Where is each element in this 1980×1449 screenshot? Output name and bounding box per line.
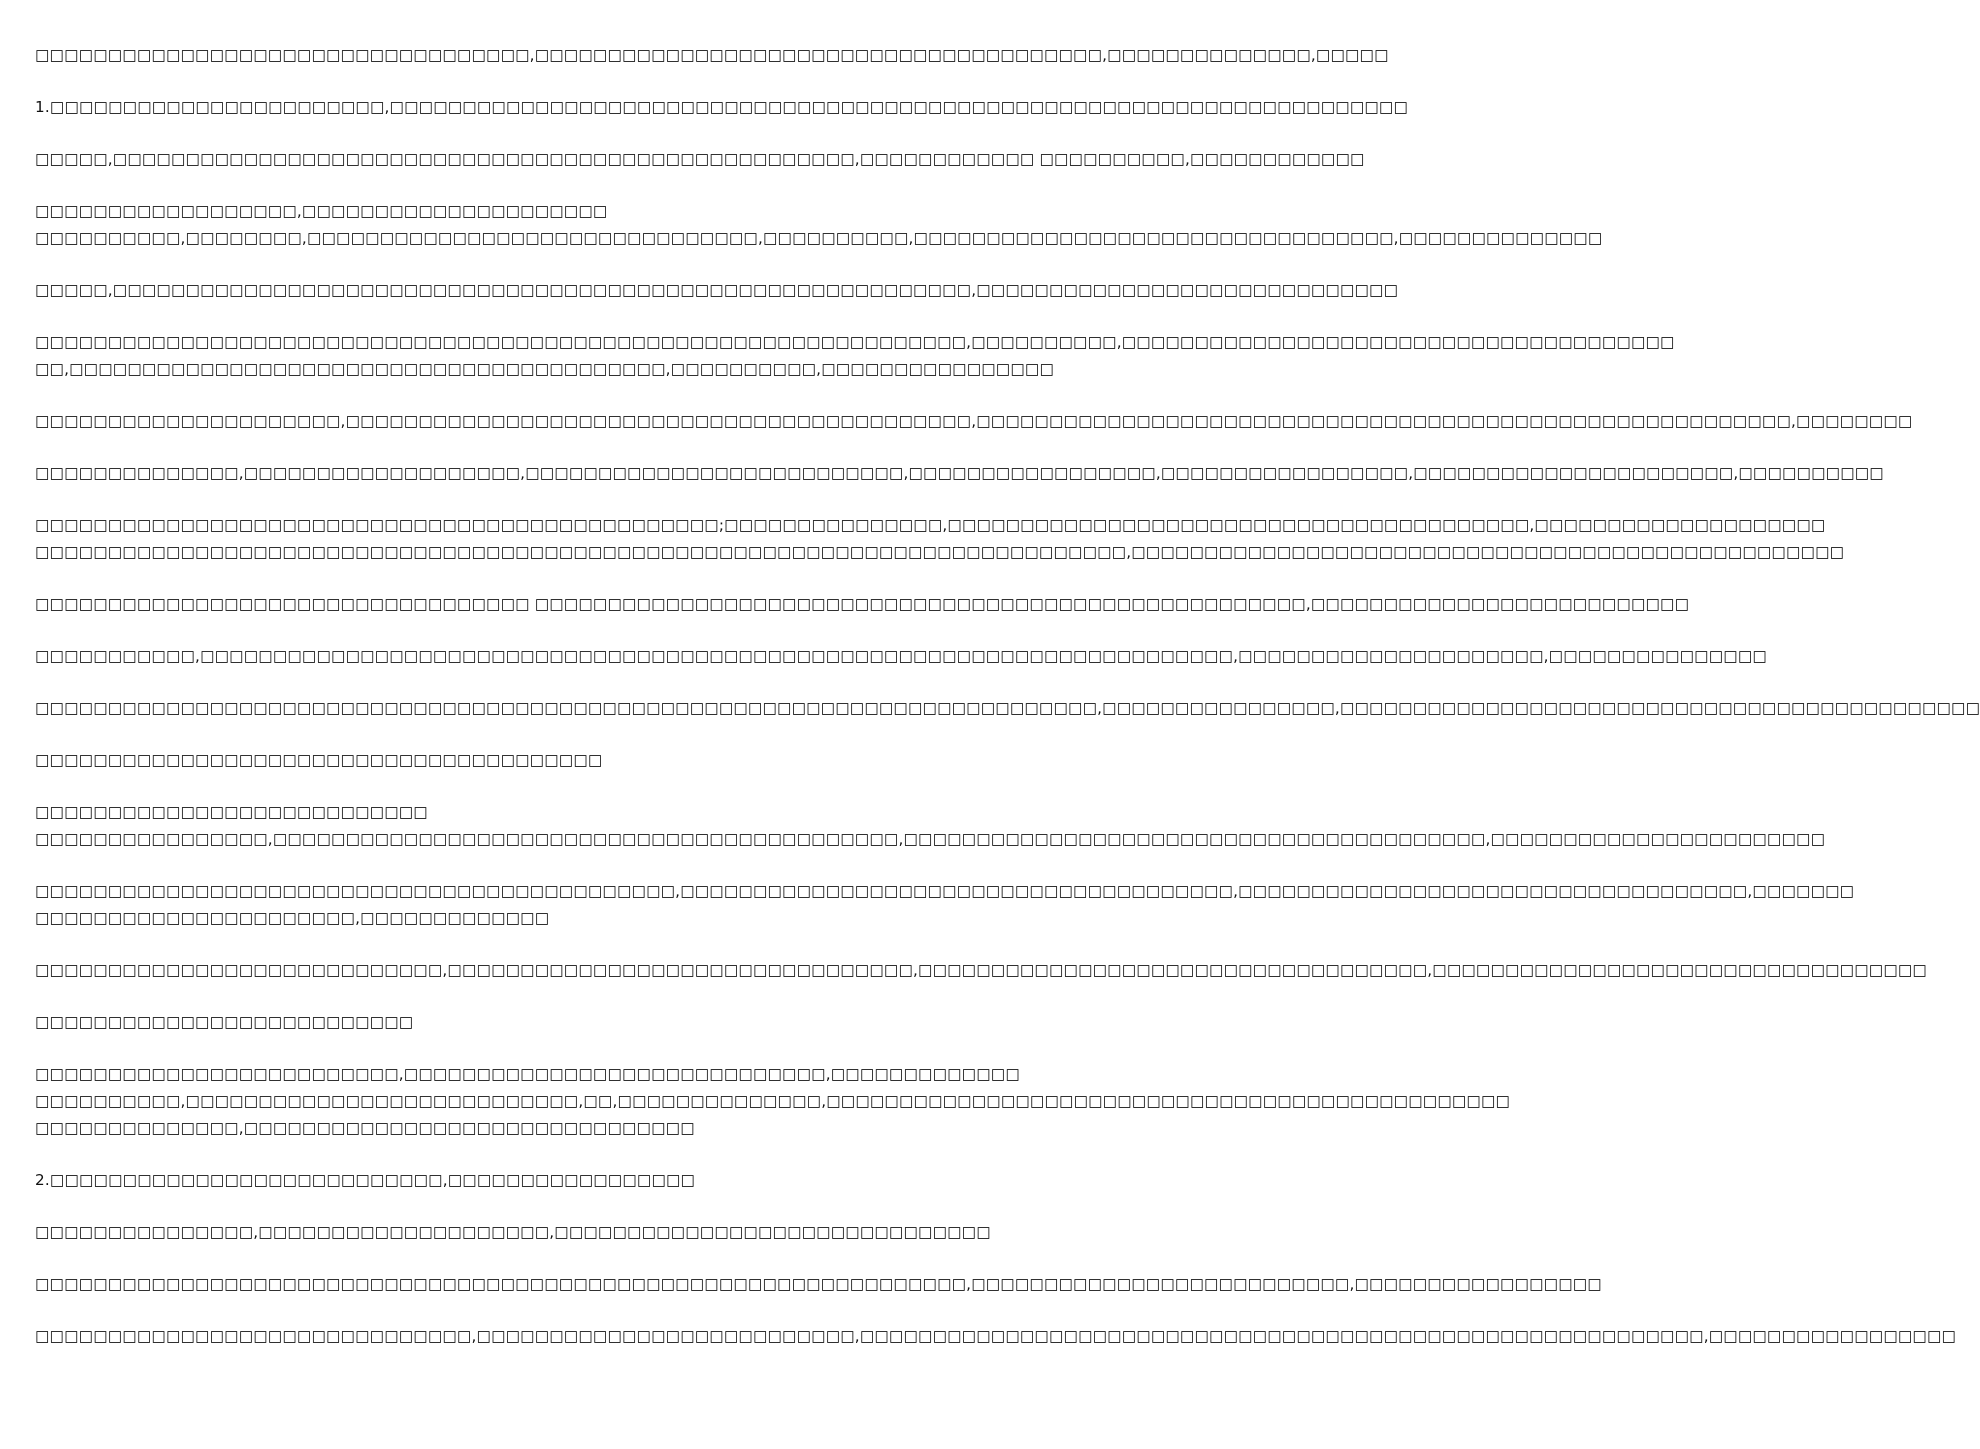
paragraph-line: □□□□□□□□□□□,□□□□□□□□□□□□□□□□□□□□□□□□□□□□□□□□□□□□□□□□□□□□□□□□□□□□□□□□□□□□□□□□□□□□□□□,□□□□□□□□□□□□□□□□□□□□□,□□□□□□□□□□□□□□□ bbox=[35, 647, 1767, 665]
paragraph bbox=[35, 460, 1884, 487]
paragraph-line: □□□□□□□□□□□□□□□□□□□□□□□□□□□□□□,□□□□□□□□□□□□□□□□□□□□□□□□□□,□□□□□□□□□□□□□□□□□□□□□□□□□□□□□□□□□□□□□□□□□□□□□□□□□□□□□□□□□□,□□□□□□□□□□□□□□□□□ bbox=[35, 1327, 1957, 1345]
paragraph-line: □□,□□□□□□□□□□□□□□□□□□□□□□□□□□□□□□□□□□□□□□□□□,□□□□□□□□□□,□□□□□□□□□□□□□□□□ bbox=[35, 360, 1054, 378]
paragraph-line: □□□□□,□□□□□□□□□□□□□□□□□□□□□□□□□□□□□□□□□□□□□□□□□□□□□□□□□□□,□□□□□□□□□□□□ □□□□□□□□□□,□□□□□□□□□□□□ bbox=[35, 150, 1365, 168]
paragraph-line: □□□□□□□□□□,□□□□□□□□,□□□□□□□□□□□□□□□□□□□□□□□□□□□□□□□,□□□□□□□□□□,□□□□□□□□□□□□□□□□□□□□□□□□□□□□□□□□□,□□□□□□□□□□□□□□ bbox=[35, 229, 1603, 247]
paragraph bbox=[35, 1167, 990, 1194]
paragraph-line: □□□□□□□□□□□□□□□□,□□□□□□□□□□□□□□□□□□□□□□□□□□□□□□□□□□□□□□□□□□□,□□□□□□□□□□□□□□□□□□□□□□□□□□□□□□□□□□□□□□□□,□□□□□□□□□□□□□□□□□□□□□□□ bbox=[35, 830, 1826, 848]
paragraph-line: □□□□□□□□□□□□□□□□□□□□□□□□□□□□□□□□□□□□□□□□□□□□□□□□□□□□□□□□□□□□□□□□,□□□□□□□□□□□□□□□□□□□□□□□□□□,□□□□□□□□□□□□□□□□□ bbox=[35, 1275, 1602, 1293]
paragraph bbox=[35, 1271, 1602, 1298]
paragraph bbox=[35, 878, 1855, 932]
paragraph-line: □□□□□□□□□□□□□□□□□□□□□□□□□□□□□□□□□□□□□□□ bbox=[35, 751, 603, 769]
paragraph bbox=[35, 277, 1399, 304]
paragraph-line: □□□□□□□□□□□□□□□□□□□□□,□□□□□□□□□□□□□□□□□□□□□□□□□□□□□□□□□□□□□□□□□□□,□□□□□□□□□□□□□□□□□□□□□□□□□□□□□□□□□□□□□□□□□□□□□□□□□□□□□□□□,□□□□□□□□ bbox=[35, 412, 1913, 430]
paragraph bbox=[35, 94, 1409, 121]
paragraph bbox=[35, 747, 990, 774]
paragraph-line: □□□□□□□□□□□□□□□□□□□□□□□□□□□ bbox=[35, 803, 428, 821]
paragraph-line: □□□□□□□□□□□□□□□□□□□□□□□□□□□□□□□□□□□□□□□□□□□□,□□□□□□□□□□□□□□□□□□□□□□□□□□□□□□□□□□□□□□,□□□□□□□□□□□□□□□□□□□□□□□□□□□□□□□□□□□,□□□□□□□ bbox=[35, 882, 1855, 900]
paragraph bbox=[35, 1323, 1957, 1350]
paragraph-line: □□□□□□□□□□,□□□□□□□□□□□□□□□□□□□□□□□□□□□,□□,□□□□□□□□□□□□□□,□□□□□□□□□□□□□□□□□□□□□□□□□□□□□□□□□□□□□□□□□□□□□□□ bbox=[35, 1092, 1511, 1110]
paragraph bbox=[35, 957, 1927, 984]
paragraph-line: □□□□□□□□□□□□□□□□□□□□□□□□□□□□□□□□□□□□□□□□□□□□□□□□□□□□□□□□□□□□□□□□□□□□□□□□□□□,□□□□□□□□□□□□□□□□□□□□□□□□□□□□□□□□□□□□□□□□□□□□□□□□□ bbox=[35, 543, 1845, 561]
paragraph-line: □□□□□,□□□□□□□□□□□□□□□□□□□□□□□□□□□□□□□□□□□□□□□□□□□□□□□□□□□□□□□□□□□,□□□□□□□□□□□□□□□□□□□□□□□□□□□□□ bbox=[35, 281, 1399, 299]
paragraph bbox=[35, 512, 1845, 566]
paragraph-line: □□□□□□□□□□□□□□□□□□□□□□□□□□□□□□□□□□□□□□□□□□□□□□□□□□□□□□□□□□□□□□□□□□□□□□□□□,□□□□□□□□□□□□□□□□,□□□□□□□□□□□□□□□□□□□□□□□□□□□□□□□□□□□□□□□□□□□□ bbox=[35, 699, 1980, 717]
paragraph bbox=[35, 643, 1767, 670]
paragraph-line: □□□□□□□□□□□□□□□□□□□□□□,□□□□□□□□□□□□□ bbox=[35, 909, 550, 927]
paragraph bbox=[35, 1061, 1511, 1142]
paragraph-line: □□□□□□□□□□□□□□□□□□□□□□□□□,□□□□□□□□□□□□□□□□□□□□□□□□□□□□□,□□□□□□□□□□□□□ bbox=[35, 1065, 1020, 1083]
paragraph bbox=[35, 198, 1603, 252]
paragraph-line: 1.□□□□□□□□□□□□□□□□□□□□□□□,□□□□□□□□□□□□□□□□□□□□□□□□□□□□□□□□□□□□□□□□□□□□□□□□□□□□□□□□□□□□□□□□□□□□□□ bbox=[35, 98, 1409, 116]
paragraph-line: □□□□□□□□□□□□□□□□□□□□□□□□□□□□□□□□□□,□□□□□□□□□□□□□□□□□□□□□□□□□□□□□□□□□□□□□□□,□□□□□□□□□□□□□□,□□□□□ bbox=[35, 46, 1389, 64]
paragraph-line: □□□□□□□□□□□□□□□□□□□□□□□□□□ bbox=[35, 1013, 414, 1031]
paragraph-line: □□□□□□□□□□□□□□□□□□□□□□□□□□□□□□□□□□□□□□□□□□□□□□□;□□□□□□□□□□□□□□□,□□□□□□□□□□□□□□□□□□□□□□□□□□□□□□□□□□□□□□□□,□□□□□□□□□□□□□□□□□□□□ bbox=[35, 516, 1826, 534]
paragraph-line: □□□□□□□□□□□□□□,□□□□□□□□□□□□□□□□□□□,□□□□□□□□□□□□□□□□□□□□□□□□□□,□□□□□□□□□□□□□□□□□,□□□□□□□□□□□□□□□□□,□□□□□□□□□□□□□□□□□□□□□□,□□□□□□□□□□ bbox=[35, 464, 1884, 482]
paragraph bbox=[35, 695, 1980, 722]
paragraph-line: □□□□□□□□□□□□□□□□□□□□□□□□□□□□□□□□□□ □□□□□□□□□□□□□□□□□□□□□□□□□□□□□□□□□□□□□□□□□□□□□□□□□□□□□,□□□□□□□□□□□□□□□□□□□□□□□□□□ bbox=[35, 595, 1690, 613]
paragraph bbox=[35, 591, 1690, 618]
paragraph bbox=[35, 146, 1365, 173]
paragraph bbox=[35, 42, 1389, 69]
paragraph bbox=[35, 799, 1826, 853]
paragraph-line: □□□□□□□□□□□□□□,□□□□□□□□□□□□□□□□□□□□□□□□□□□□□□□ bbox=[35, 1119, 695, 1137]
paragraph-line: □□□□□□□□□□□□□□□□□□□□□□□□□□□□,□□□□□□□□□□□□□□□□□□□□□□□□□□□□□□□□,□□□□□□□□□□□□□□□□□□□□□□□□□□□□□□□□□□□,□□□□□□□□□□□□□□□□□□□□□□□□□□□□□□□□□□ bbox=[35, 961, 1927, 979]
paragraph bbox=[35, 408, 1913, 435]
paragraph bbox=[35, 329, 1675, 383]
paragraph-line: 2.□□□□□□□□□□□□□□□□□□□□□□□□□□□,□□□□□□□□□□□□□□□□□ bbox=[35, 1171, 696, 1189]
paragraph-line: □□□□□□□□□□□□□□□□□□,□□□□□□□□□□□□□□□□□□□□□ bbox=[35, 202, 608, 220]
paragraph-line: □□□□□□□□□□□□□□□,□□□□□□□□□□□□□□□□□□□□,□□□□□□□□□□□□□□□□□□□□□□□□□□□□□□ bbox=[35, 1223, 991, 1241]
document-body bbox=[35, 42, 1980, 1375]
paragraph bbox=[35, 1219, 990, 1246]
paragraph-line: □□□□□□□□□□□□□□□□□□□□□□□□□□□□□□□□□□□□□□□□□□□□□□□□□□□□□□□□□□□□□□□□,□□□□□□□□□□,□□□□□□□□□□□□□□□□□□□□□□□□□□□□□□□□□□□□□□ bbox=[35, 333, 1675, 351]
paragraph bbox=[35, 1009, 990, 1036]
